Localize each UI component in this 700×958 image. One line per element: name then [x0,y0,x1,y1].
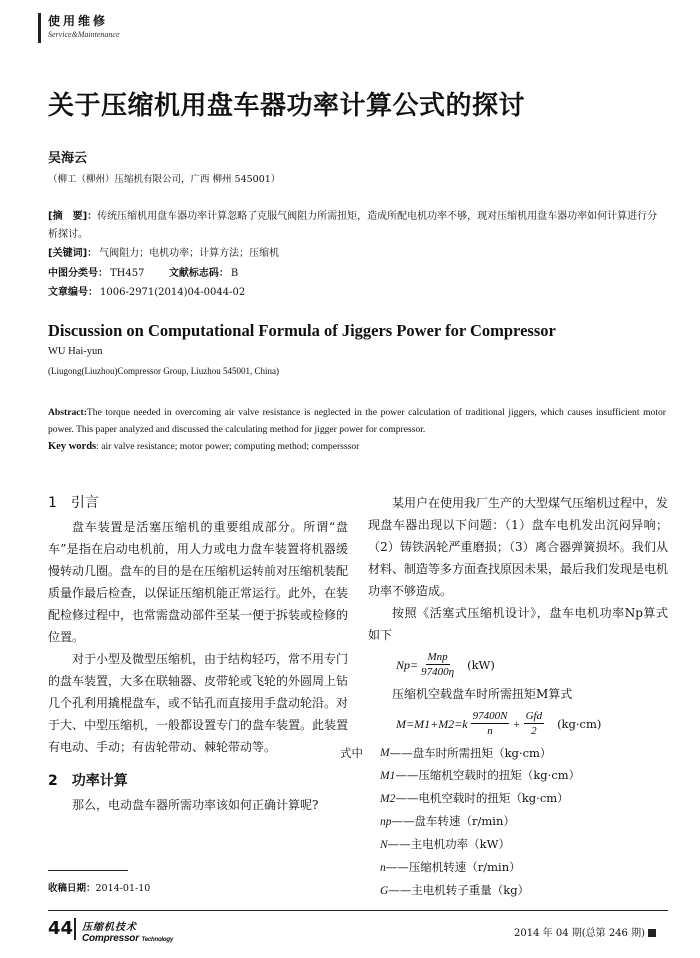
legend-head: 式中 [340,746,363,760]
legend-symbol: n [380,862,386,874]
right-paragraph-1: 某用户在使用我厂生产的大型煤气压缩机过程中，发现盘车器出现以下问题：（1）盘车电机发出沉闷异响；（2）铸铁涡轮严重磨损；（3）离合器弹簧损坏。我们从材料、制造等多方面查找原因未果，最后我们发现是电机功率不够造成。 [368,496,669,598]
article-no-label: 文章编号： [48,287,98,298]
received-label: 收稿日期： [48,883,96,894]
page-number: 44 [48,918,74,939]
english-title: Discussion on Computational Formula of Jiggers Power for Compressor [48,321,556,340]
legend-description: ——盘车转速（r/min） [391,814,515,828]
legend-description: ——压缩机空载时的扭矩（kg·cm） [395,768,581,782]
legend-symbol: np [380,816,392,828]
english-keywords-text: : air valve resistance; motor power; computing method; compersssor [96,441,360,452]
english-author: WU Hai-yun [48,346,103,357]
doc-code-value: B [230,268,239,279]
abstract-cn [48,208,662,244]
legend-symbol: M [380,747,390,759]
left-column [48,492,348,816]
abstract-label: [摘 要]： [48,211,98,222]
english-keywords [48,441,359,452]
torque-formula-unit: (kg·cm) [557,716,602,731]
torque-formula-fraction-2 [524,709,545,738]
legend-description: ——主电机转子重量（kg） [388,883,530,897]
issue-marker [648,929,656,937]
header-bar [38,13,41,43]
section-name: 使用维修 [48,14,109,28]
torque-formula-lhs: M=M1+M2=k [396,716,468,731]
doc-code-label: 文献标志码： [168,268,229,279]
issue-text: 2014 年 04 期(总第 246 期) [514,928,645,939]
author-name: 吴海云 [48,151,88,166]
keywords-cn [48,244,279,259]
torque-formula-plus: + [512,716,521,731]
received-date [48,880,150,894]
clc-label: 中图分类号： [48,268,108,279]
journal-logo-en [82,933,173,944]
legend-row [340,764,668,787]
article-title: 关于压缩机用盘车器功率计算公式的探讨 [48,91,526,121]
received-value: 2014-01-10 [95,883,151,894]
legend-row [340,879,668,902]
power-formula-numerator: Mnp [427,651,448,663]
section-1-heading: 1 引言 [48,495,99,511]
torque-formula-fraction-1 [471,709,510,738]
legend-row [340,833,668,856]
legend-description: ——压缩机转速（r/min） [385,860,521,874]
section-1-paragraph-1: 盘车装置是活塞压缩机的重要组成部分。所谓“盘车”是指在启动电机前，用人力或电力盘车装置将机器缓慢转动几圈。盘车的目的是在压缩机运转前对压缩机装配质量作最后检查，以保证压缩机能正常运行。此外，在装配检修过程中，也常需盘动部件至某一便于拆装或检修的位置。 [48,520,349,644]
clc-value: TH457 [110,268,145,279]
torque-formula-denominator-2: 2 [531,725,537,737]
section-2-paragraph-1: 那么，电动盘车器所需功率该如何正确计算呢? [72,798,319,812]
legend-row [340,810,668,833]
journal-logo [82,918,173,944]
legend-row [340,856,668,879]
power-formula-lhs: Np= [396,657,419,672]
classification-line [48,264,238,279]
power-formula [368,650,668,679]
issue-info [514,924,656,939]
legend-symbol: M1 [380,770,396,782]
author-affiliation: （柳工（柳州）压缩机有限公司，广西 柳州 545001） [48,174,281,185]
legend-description: ——电机空载时的扭矩（kg·cm） [395,791,569,805]
legend-description: ——主电机功率（kW） [387,837,510,851]
english-abstract-label: Abstract: [48,407,87,418]
keywords-label: [关键词]： [48,248,98,259]
section-1-paragraph-2: 对于小型及微型压缩机，由于结构轻巧，常不用专门的盘车装置，大多在联轴器、皮带轮或飞轮的外圆周上钻几个孔利用撬棍盘车，或不钻孔而直接用手盘动轮沿。对于大、中型压缩机，一般都设置专门的盘车装置。此装置有电动、手动；有齿轮带动、棘轮带动等。 [48,652,349,754]
footer-separator [74,918,76,940]
legend-row [340,787,668,810]
symbol-legend [340,742,668,902]
english-abstract-text: The torque needed in overcoming air valve resistance is neglected in the power calculation of traditional jiggers, which causes insufficient motor power. This paper analyzed and discussed the calculating method for jigger power for compressor. [48,407,666,435]
footnote-divider [48,870,128,871]
right-paragraph-2: 按照《活塞式压缩机设计》，盘车电机功率Np算式如下 [368,606,668,642]
legend-symbol: M2 [380,793,396,805]
legend-symbol: N [380,839,388,851]
article-no-value: 1006-2971(2014)04-0044-02 [100,287,246,298]
section-2-heading: 2 功率计算 [48,773,128,789]
legend-row [340,742,668,764]
torque-formula-numerator-1: 97400N [472,710,508,722]
section-name-en: Service&Maintenance [48,30,120,39]
journal-logo-cn: 压缩机技术 [82,922,137,933]
torque-formula [368,709,668,738]
torque-formula-denominator-1: n [487,725,493,737]
footer-divider [48,910,668,911]
power-formula-fraction [421,650,454,679]
journal-logo-en-main: Compressor [82,933,139,944]
right-column [340,492,669,902]
english-affiliation: (Liugong(Liuzhou)Compressor Group, Liuzhou 545001, China) [48,366,279,376]
english-keywords-label: Key words [48,441,97,452]
english-abstract [48,404,666,438]
abstract-text: 传统压缩机用盘车器功率计算忽略了克服气阀阻力所需扭矩，造成所配电机功率不够，现对压缩机用盘车器功率如何计算进行分析探讨。 [48,211,658,240]
keywords-text: 气阀阻力；电机功率；计算方法；压缩机 [99,248,280,259]
legend-symbol: G [380,885,389,897]
legend-description: ——盘车时所需扭矩（kg·cm） [389,746,552,760]
article-number-line [48,283,245,298]
power-formula-denominator: 97400η [421,666,455,678]
torque-formula-numerator-2: Gfd [525,710,543,722]
power-formula-unit: (kW) [467,657,495,672]
right-paragraph-3: 压缩机空载盘车时所需扭矩M算式 [392,687,573,701]
journal-logo-en-small: Technology [141,937,173,943]
